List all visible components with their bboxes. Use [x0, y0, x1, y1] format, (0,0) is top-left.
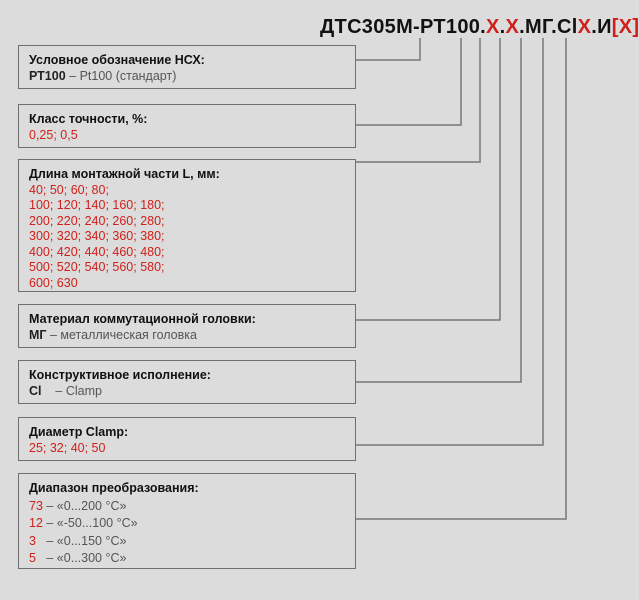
range-description: – «0...300 °С» [35, 551, 127, 565]
head-material-code: МГ [29, 327, 47, 342]
title-segment: X [577, 16, 592, 38]
length-line: 300; 320; 340; 360; 380; [29, 229, 165, 243]
title-segment: . [519, 16, 526, 38]
title-segment: . [551, 16, 557, 38]
clamp-diameter-values: 25; 32; 40; 50 [29, 440, 106, 455]
range-code: 73 [29, 498, 43, 513]
title-segment: И [597, 16, 612, 38]
connector-nsh [356, 38, 420, 60]
length-line: 100; 120; 140; 160; 180; [29, 198, 165, 212]
box-length [18, 159, 356, 292]
accuracy-values: 0,25; 0,5 [29, 127, 78, 142]
title-segment: X [486, 16, 500, 38]
length-line: 600; 630 [29, 275, 78, 290]
length-line: 200; 220; 240; 260; 280; [29, 213, 165, 228]
range-code: 3 [29, 533, 36, 548]
design-heading: Конструктивное исполнение: [29, 368, 211, 382]
connector-accuracy [356, 38, 461, 125]
title-segment: . [480, 16, 487, 38]
nsh-code: РТ100 [29, 68, 66, 83]
range-description: – «0...150 °С» [35, 533, 127, 548]
title-segment: [X] [611, 16, 639, 38]
title-segment: МГ [525, 16, 552, 38]
nsh-description: – Pt100 (стандарт) [65, 68, 177, 83]
title-segment: Cl [557, 16, 578, 38]
range-heading: Диапазон преобразования: [29, 481, 199, 495]
box-range [18, 473, 356, 569]
clamp-diameter-heading: Диаметр Clamp: [29, 425, 129, 439]
title-segment: ДТС305М-РТ100 [320, 16, 481, 38]
range-description: – «-50...100 °С» [42, 516, 138, 530]
connector-head-material [356, 38, 500, 320]
box-nsh [18, 45, 356, 89]
accuracy-heading: Класс точности, %: [29, 112, 148, 126]
box-design [18, 360, 356, 404]
length-line: 400; 420; 440; 460; 480; [29, 244, 165, 259]
head-material-description: – металлическая головка [46, 327, 197, 342]
length-heading: Длина монтажной части L, мм: [29, 167, 220, 181]
title-segment: . [591, 16, 598, 38]
title-segment: . [499, 16, 506, 38]
design-code: Cl [29, 383, 42, 398]
head-material-heading: Материал коммутационной головки: [29, 312, 256, 326]
nsh-heading: Условное обозначение НСХ: [29, 53, 205, 67]
length-line: 40; 50; 60; 80; [29, 182, 109, 197]
range-description: – «0...200 °С» [42, 498, 127, 513]
box-head-material [18, 304, 356, 348]
range-code: 5 [29, 551, 36, 565]
range-code: 12 [29, 516, 43, 530]
box-accuracy [18, 104, 356, 148]
design-description: – Clamp [41, 383, 102, 398]
title-segment: X [505, 16, 520, 38]
connector-design [356, 38, 521, 382]
connector-clamp-diameter [356, 38, 543, 445]
box-clamp-diameter [18, 417, 356, 461]
length-line: 500; 520; 540; 560; 580; [29, 260, 165, 274]
